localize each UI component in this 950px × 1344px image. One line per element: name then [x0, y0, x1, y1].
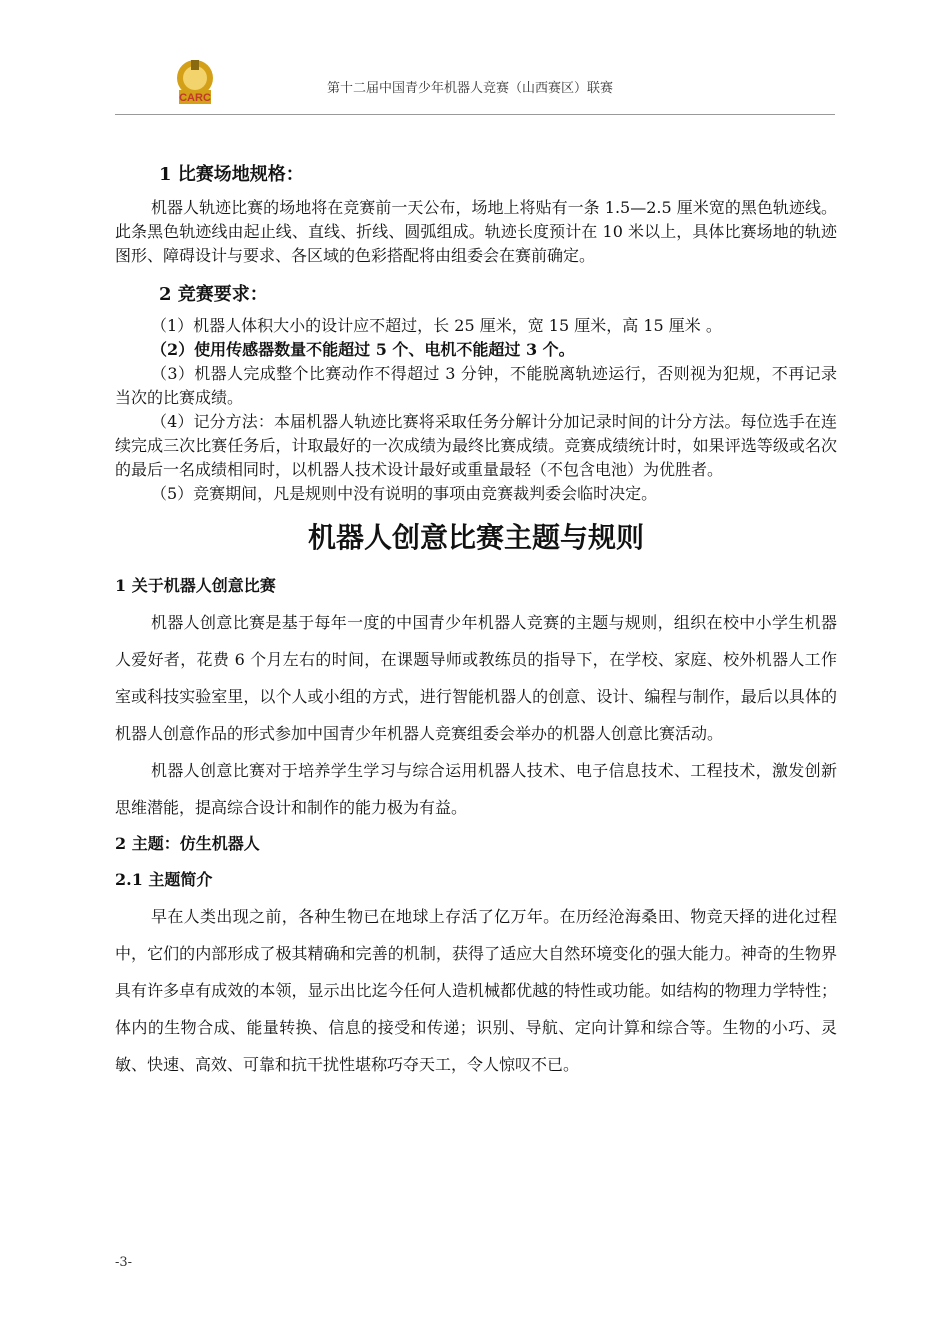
creative-heading-about: 1 关于机器人创意比赛	[115, 576, 276, 595]
requirement-item: （1）机器人体积大小的设计应不超过，长 25 厘米，宽 15 厘米，高 15 厘米 。	[151, 316, 722, 335]
logo-text: CARC	[179, 92, 211, 104]
header-title: 第十二届中国青少年机器人竞赛（山西赛区）联赛	[327, 81, 614, 96]
creative-paragraph: 机器人创意比赛是基于每年一度的中国青少年机器人竞赛的主题与规则，组织在校中小学生机器人爱好者，花费 6 个月左右的时间，在课题导师或教练员的指导下，在学校、家庭、校外机器人工作室或科技实验室里，以个人或小组的方式，进行智能机器人的创意、设计、编程与制作，最后以具体的机器人创意作品的形式参加中国青少年机器人竞赛组委会举办的机器人创意比赛活动。	[115, 613, 837, 743]
section-heading-requirements: 2 竞赛要求：	[159, 284, 268, 305]
carc-logo	[165, 56, 225, 106]
page-content	[115, 160, 837, 1083]
page-number: -3-	[115, 1255, 133, 1270]
page-header	[115, 52, 835, 115]
requirement-item: （3）机器人完成整个比赛动作不得超过 3 分钟，不能脱离轨迹运行，否则视为犯规，不再记录当次的比赛成绩。	[115, 364, 837, 407]
creative-paragraph: 早在人类出现之前，各种生物已在地球上存活了亿万年。在历经沧海桑田、物竞天择的进化过程中，它们的内部形成了极其精确和完善的机制，获得了适应大自然环境变化的强大能力。神奇的生物界具有许多卓有成效的本领，显示出比迄今任何人造机械都优越的特性或功能。如结构的物理力学特性；体内的生物合成、能量转换、信息的接受和传递；识别、导航、定向计算和综合等。生物的小巧、灵敏、快速、高效、可靠和抗干扰性堪称巧夺天工，令人惊叹不已。	[115, 907, 837, 1074]
creative-paragraph: 机器人创意比赛对于培养学生学习与综合运用机器人技术、电子信息技术、工程技术，激发创新思维潜能，提高综合设计和制作的能力极为有益。	[115, 761, 837, 817]
creative-heading-intro: 2.1 主题简介	[115, 870, 213, 889]
section-heading-venue: 1 比赛场地规格：	[159, 164, 304, 185]
requirement-item: （2）使用传感器数量不能超过 5 个、电机不能超过 3 个。	[151, 340, 575, 359]
requirement-item: （5）竞赛期间，凡是规则中没有说明的事项由竞赛裁判委会临时决定。	[151, 484, 658, 503]
creative-heading-theme: 2 主题：仿生机器人	[115, 834, 260, 853]
requirement-item: （4）记分方法：本届机器人轨迹比赛将采取任务分解计分加记录时间的计分方法。每位选手在连续完成三次比赛任务后，计取最好的一次成绩为最终比赛成绩。竞赛成绩统计时，如果评选等级或名次的最后一名成绩相同时，以机器人技术设计最好或重量最轻（不包含电池）为优胜者。	[115, 412, 837, 479]
main-title: 机器人创意比赛主题与规则	[307, 521, 644, 554]
venue-paragraph: 机器人轨迹比赛的场地将在竞赛前一天公布，场地上将贴有一条 1.5—2.5 厘米宽的黑色轨迹线。此条黑色轨迹线由起止线、直线、折线、圆弧组成。轨迹长度预计在 10 米以上，具体比赛场地的轨迹图形、障碍设计与要求、各区域的色彩搭配将由组委会在赛前确定。	[115, 198, 837, 265]
